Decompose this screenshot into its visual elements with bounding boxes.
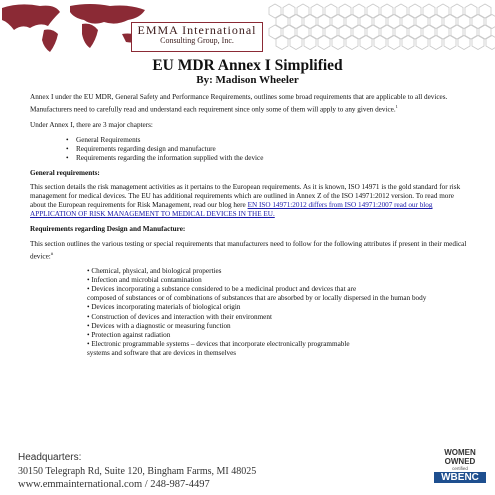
list-item: • Construction of devices and interaction with their environment — [87, 312, 272, 321]
company-name: EMMA International — [137, 23, 257, 37]
world-map-logo — [0, 0, 150, 58]
document-body — [30, 93, 470, 358]
list-item: • Chemical, physical, and biological properties — [87, 267, 222, 276]
badge-women: WOMEN — [444, 448, 476, 457]
document-title: EU MDR Annex I Simplified — [152, 57, 343, 74]
list-item: composed of substances or of combinations of substances that are absorbed by or locally dispersed in the human body — [87, 294, 427, 303]
list-item: • Devices incorporating materials of biological origin — [87, 303, 241, 312]
hexagon-pattern-decoration — [265, 0, 495, 60]
footnote-ref: ii — [50, 250, 54, 256]
headquarters-label: Headquarters: — [18, 452, 82, 463]
design-manufacture-heading: Requirements regarding Design and Manufacture: — [30, 225, 186, 234]
attributes-list — [30, 267, 470, 358]
intro-paragraph — [30, 93, 470, 115]
general-text: This section details the risk management activities as it pertains to the European requirements. As it is known, ISO 14971 is the gold standard for risk management for medical devices. The EU has additional requirements which are outlined in Annex Z of the ISO 14971:2012 version. To read more about the European requirements for Risk Management, read our blog here — [30, 183, 461, 210]
list-item: • Electronic programmable systems – devices that incorporate electronically programmable — [87, 339, 350, 348]
wbenc-badge — [430, 448, 490, 494]
website-phone[interactable]: www.emmainternational.com / 248-987-4497 — [18, 479, 210, 490]
design-manufacture-paragraph — [30, 240, 470, 262]
list-item: • Devices with a diagnostic or measuring function — [87, 321, 231, 330]
list-item: systems and software that are devices in themselves — [87, 348, 237, 357]
badge-certified: certified — [452, 466, 468, 471]
document-author: By: Madison Wheeler — [196, 74, 299, 86]
company-subtitle: Consulting Group, Inc. — [160, 36, 234, 46]
list-item: • Devices incorporating a substance considered to be a medicinal product and devices that are — [87, 285, 357, 294]
badge-wbenc: WBENC — [434, 472, 486, 483]
list-item: • Requirements regarding the information supplied with the device — [76, 154, 470, 163]
general-requirements-heading: General requirements: — [30, 168, 100, 177]
list-item: • Requirements regarding design and manufacture — [76, 145, 470, 154]
design-text: This section outlines the various testing or special requirements that manufacturers need to follow for the following attributes if present in their medical device: — [30, 239, 467, 260]
badge-owned: OWNED — [444, 457, 476, 466]
chapters-list — [30, 136, 470, 163]
list-item: • Infection and microbial contamination — [87, 276, 202, 285]
page-footer — [0, 446, 495, 495]
list-item: • Protection against radiation — [87, 330, 171, 339]
footnote-ref: 1 — [395, 104, 398, 110]
list-item: • General Requirements — [76, 136, 470, 145]
blog-link[interactable]: EN ISO 14971:2012 differs from ISO 14971:2007 read our blog APPLICATION OF RISK MANAGEMENT TO MEDICAL DEVICES IN THE EU. — [30, 201, 433, 219]
company-name-box — [131, 22, 263, 52]
general-requirements-paragraph — [30, 183, 470, 219]
intro-text: Annex I under the EU MDR, General Safety and Performance Requirements, outlines some broad requirements that are applicable to all devices. Manufacturers need to carefully read and understand each requirement since only some of them will apply to any given device. — [30, 93, 448, 114]
headquarters-address: 30150 Telegraph Rd, Suite 120, Bingham Farms, MI 48025 — [18, 466, 257, 477]
chapters-intro: Under Annex I, there are 3 major chapters: — [30, 120, 153, 129]
